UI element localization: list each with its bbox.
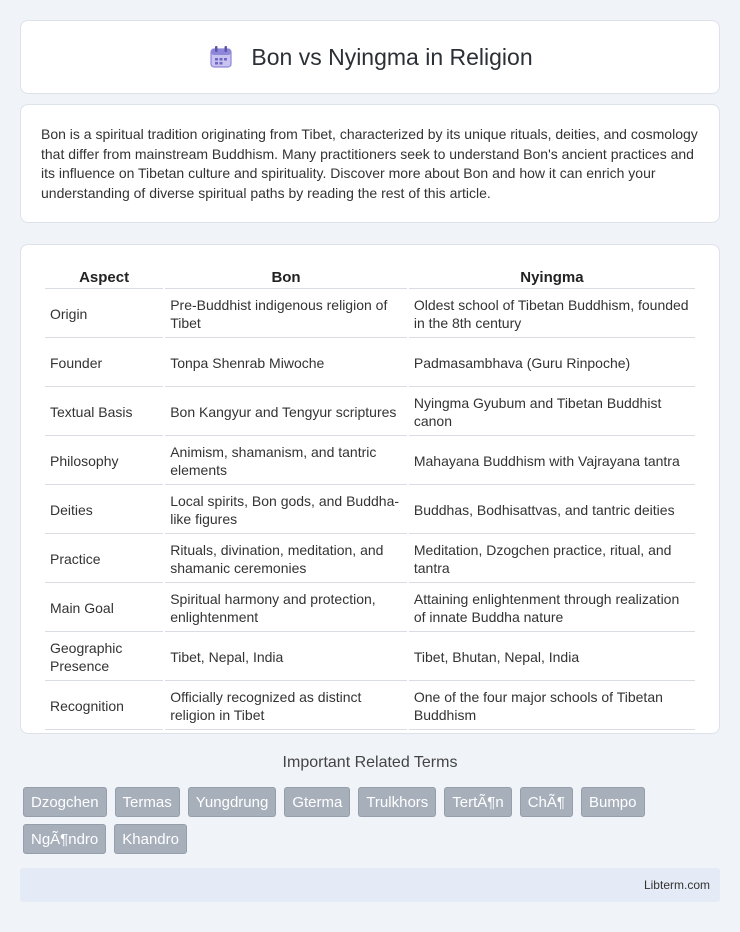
table-row: [45, 438, 695, 485]
cell-nyingma: Nyingma Gyubum and Tibetan Buddhist canon: [409, 389, 695, 436]
tag-khandro[interactable]: Khandro: [114, 824, 187, 854]
header-nyingma: Nyingma: [409, 267, 695, 289]
tag-termas[interactable]: Termas: [115, 787, 180, 817]
table-row: [45, 683, 695, 730]
cell-aspect: Philosophy: [45, 438, 163, 485]
cell-aspect: Origin: [45, 291, 163, 338]
table-row: [45, 389, 695, 436]
table-row: [45, 340, 695, 387]
page-title: Bon vs Nyingma in Religion: [251, 43, 533, 70]
related-terms-title: Important Related Terms: [282, 754, 458, 771]
intro-text: Bon is a spiritual tradition originating from Tibet, characterized by its unique rituals, deities, and cosmology that differ from mainstream Buddhism. Many practitioners seek to understand Bon's ancient practices and its influence on Tibetan culture and spirituality. Discover more about Bon and how it can enrich your understanding of diverse spiritual paths by reading the rest of this article.: [41, 126, 698, 201]
cell-aspect: Main Goal: [45, 585, 163, 632]
comparison-table-card: [20, 244, 720, 734]
cell-nyingma: Padmasambhava (Guru Rinpoche): [409, 340, 695, 387]
cell-aspect: Geographic Presence: [45, 634, 163, 681]
cell-nyingma: Mahayana Buddhism with Vajrayana tantra: [409, 438, 695, 485]
header-bon: Bon: [165, 267, 407, 289]
cell-bon: Tonpa Shenrab Miwoche: [165, 340, 407, 387]
tag-yungdrung[interactable]: Yungdrung: [188, 787, 277, 817]
intro-card: [20, 104, 720, 223]
table-row: [45, 291, 695, 338]
cell-nyingma: Meditation, Dzogchen practice, ritual, and tantra: [409, 536, 695, 583]
cell-bon: Local spirits, Bon gods, and Buddha-like figures: [165, 487, 407, 534]
table-row: [45, 585, 695, 632]
calendar-icon: [207, 43, 235, 71]
tag-terton[interactable]: TertÃ¶n: [444, 787, 511, 817]
cell-nyingma: Oldest school of Tibetan Buddhism, founded in the 8th century: [409, 291, 695, 338]
footer-brand-link[interactable]: Libterm.com: [643, 878, 710, 892]
cell-bon: Officially recognized as distinct religion in Tibet: [165, 683, 407, 730]
cell-bon: Animism, shamanism, and tantric elements: [165, 438, 407, 485]
table-row: [45, 487, 695, 534]
related-terms-list: [23, 787, 723, 854]
tag-dzogchen[interactable]: Dzogchen: [23, 787, 107, 817]
tag-gterma[interactable]: Gterma: [284, 787, 350, 817]
cell-bon: Bon Kangyur and Tengyur scriptures: [165, 389, 407, 436]
cell-bon: Pre-Buddhist indigenous religion of Tibet: [165, 291, 407, 338]
cell-nyingma: One of the four major schools of Tibetan Buddhism: [409, 683, 695, 730]
tag-trulkhors[interactable]: Trulkhors: [358, 787, 436, 817]
table-row: [45, 634, 695, 681]
tag-ngondro[interactable]: NgÃ¶ndro: [23, 824, 106, 854]
table-header-row: [45, 267, 695, 289]
cell-aspect: Recognition: [45, 683, 163, 730]
cell-nyingma: Attaining enlightenment through realization of innate Buddha nature: [409, 585, 695, 632]
header-card: [20, 20, 720, 94]
cell-aspect: Founder: [45, 340, 163, 387]
cell-nyingma: Buddhas, Bodhisattvas, and tantric deities: [409, 487, 695, 534]
cell-bon: Rituals, divination, meditation, and shamanic ceremonies: [165, 536, 407, 583]
table-row: [45, 536, 695, 583]
header-aspect: Aspect: [45, 267, 163, 289]
cell-aspect: Deities: [45, 487, 163, 534]
tag-cho[interactable]: ChÃ¶: [520, 787, 573, 817]
cell-aspect: Textual Basis: [45, 389, 163, 436]
comparison-table: [43, 265, 697, 732]
cell-nyingma: Tibet, Bhutan, Nepal, India: [409, 634, 695, 681]
cell-aspect: Practice: [45, 536, 163, 583]
footer: [20, 868, 720, 902]
cell-bon: Tibet, Nepal, India: [165, 634, 407, 681]
title-wrap: [207, 43, 532, 71]
cell-bon: Spiritual harmony and protection, enlightenment: [165, 585, 407, 632]
tag-bumpo[interactable]: Bumpo: [581, 787, 645, 817]
